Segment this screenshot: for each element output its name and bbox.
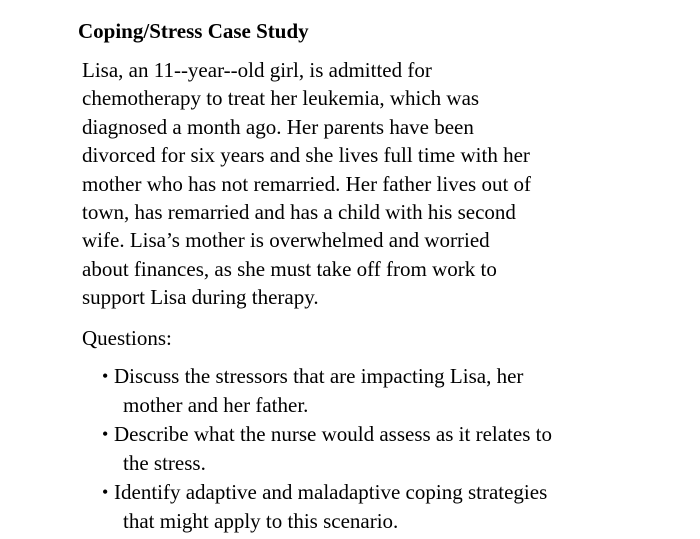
case-text-line: support Lisa during therapy. [82,285,319,310]
bullet-icon: • [102,366,109,386]
case-text-line: Lisa, an 11--year--old girl, is admitted for [82,58,432,82]
question-item [102,362,552,420]
case-text-line: about finances, as she must take off from work to [82,256,497,281]
question-text: Describe what the nurse would assess as it relates to [114,422,552,446]
questions-list [102,362,552,536]
case-text-line: town, has remarried and has a child with his second [82,200,516,225]
question-text: mother and her father. [123,393,309,417]
question-item [102,420,552,478]
bullet-icon: • [102,482,109,502]
case-text-line: diagnosed a month ago. Her parents have been [82,114,474,139]
case-description [82,56,662,312]
document-title: Coping/Stress Case Study [78,19,309,43]
case-text-line: divorced for six years and she lives full time with her [82,143,530,168]
case-text-line: wife. Lisa’s mother is overwhelmed and worried [82,228,490,253]
question-text: the stress. [123,451,206,475]
case-text-line: chemotherapy to treat her leukemia, which was [82,86,480,111]
question-text: Discuss the stressors that are impacting Lisa, her [114,364,524,388]
case-text-line: mother who has not remarried. Her father lives out of [82,171,532,196]
questions-heading: Questions: [82,326,172,350]
question-text: that might apply to this scenario. [123,509,399,533]
question-text: Identify adaptive and maladaptive coping strategies [114,480,548,504]
bullet-icon: • [102,424,109,444]
question-item [102,478,552,536]
